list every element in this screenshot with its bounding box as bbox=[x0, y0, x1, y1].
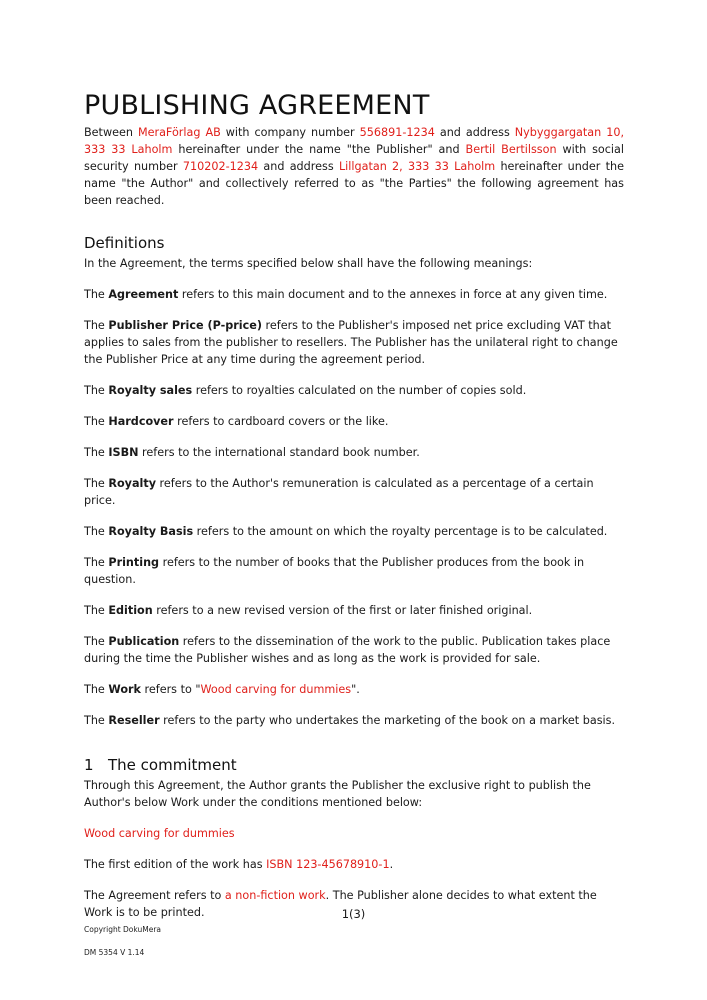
definition-reseller: The Reseller refers to the party who undertakes the marketing of the book on a market basis. bbox=[84, 714, 616, 727]
definition-item: The ISBN refers to the international standard book number. bbox=[84, 446, 420, 459]
definition-term: Edition bbox=[108, 604, 153, 617]
definition-term: ISBN bbox=[108, 446, 139, 459]
definition-term: Publisher Price (P-price) bbox=[108, 319, 262, 332]
author-address: Lillgatan 2, 333 33 Laholm bbox=[338, 160, 496, 173]
definitions-lead: In the Agreement, the terms specified below shall have the following meanings: bbox=[84, 257, 533, 270]
definition-item: The Agreement refers to this main document and to the annexes in force at any given time. bbox=[84, 288, 608, 301]
definitions-heading: Definitions bbox=[84, 234, 165, 252]
publisher-address: Nybyggargatan 10, 333 33 Laholm bbox=[84, 126, 625, 156]
definition-item: The Royalty Basis refers to the amount on which the royalty percentage is to be calculated. bbox=[84, 525, 608, 538]
work-type: a non-fiction work bbox=[224, 889, 326, 902]
company-number: 556891-1234 bbox=[359, 126, 435, 139]
definition-work: The Work refers to "Wood carving for dummies". bbox=[84, 683, 360, 696]
definition-term: Hardcover bbox=[108, 415, 174, 428]
section-number: 1 bbox=[84, 756, 94, 774]
publisher-name: MeraFörlag AB bbox=[137, 126, 221, 139]
section-1-heading: 1 The commitment bbox=[84, 756, 237, 774]
definition-term: Royalty Basis bbox=[108, 525, 194, 538]
definition-term: Printing bbox=[108, 556, 160, 569]
definition-item: The Edition refers to a new revised version of the first or later finished original. bbox=[84, 604, 533, 617]
document-title: PUBLISHING AGREEMENT bbox=[84, 90, 430, 121]
section-1-work-title: Wood carving for dummies bbox=[84, 827, 235, 840]
definition-term: Publication bbox=[108, 635, 180, 648]
document-body bbox=[84, 88, 624, 921]
page-number: 1(3) bbox=[341, 907, 366, 921]
definition-item: The Royalty sales refers to royalties calculated on the number of copies sold. bbox=[84, 384, 527, 397]
definition-term: Royalty sales bbox=[108, 384, 193, 397]
definition-item: The Publication refers to the dissemination of the work to the public. Publication takes place during the time the Publisher wishes and as long as the work is provided for sale. bbox=[84, 635, 611, 665]
definition-term: Royalty bbox=[108, 477, 156, 490]
definition-item: The Royalty refers to the Author's remuneration is calculated as a percentage of a certain price. bbox=[84, 477, 594, 507]
footer-copyright: Copyright DokuMera bbox=[84, 925, 162, 934]
definition-item: The Hardcover refers to cardboard covers or the like. bbox=[84, 415, 389, 428]
definitions-list bbox=[84, 286, 624, 667]
author-name: Bertil Bertilsson bbox=[465, 143, 557, 156]
definition-item: The Publisher Price (P-price) refers to the Publisher's imposed net price excluding VAT that applies to sales from the publisher to resellers. The Publisher has the unilateral right to change the Publisher Price at any time during the agreement period. bbox=[84, 319, 618, 366]
footer-doc-id: DM 5354 V 1.14 bbox=[84, 948, 145, 957]
work-title-link: Wood carving for dummies bbox=[200, 683, 352, 696]
section-1-paragraph-2: The first edition of the work has ISBN 123-45678910-1. bbox=[84, 858, 394, 871]
intro-paragraph: Between MeraFörlag AB with company number 556891-1234 and address Nybyggargatan 10, 333 33 Laholm hereinafter under the name "the Publisher" and Bertil Bertilsson with social security number 710202-1234 and address Lillgatan 2, 333 33 Laholm hereinafter under the name "the Author" and collectively referred to as "the Parties" the following agreement has been reached. bbox=[84, 126, 625, 207]
section-1-paragraph-3: The Agreement refers to a non-fiction work. The Publisher alone decides to what extent the Work is to be printed. bbox=[84, 889, 597, 919]
definition-item: The Printing refers to the number of books that the Publisher produces from the book in question. bbox=[84, 556, 585, 586]
isbn-value: ISBN 123-45678910-1 bbox=[266, 858, 390, 871]
definition-term: Agreement bbox=[108, 288, 179, 301]
social-security-number: 710202-1234 bbox=[182, 160, 259, 173]
section-1-paragraph-1: Through this Agreement, the Author grants the Publisher the exclusive right to publish the Author's below Work under the conditions mentioned below: bbox=[84, 779, 591, 809]
